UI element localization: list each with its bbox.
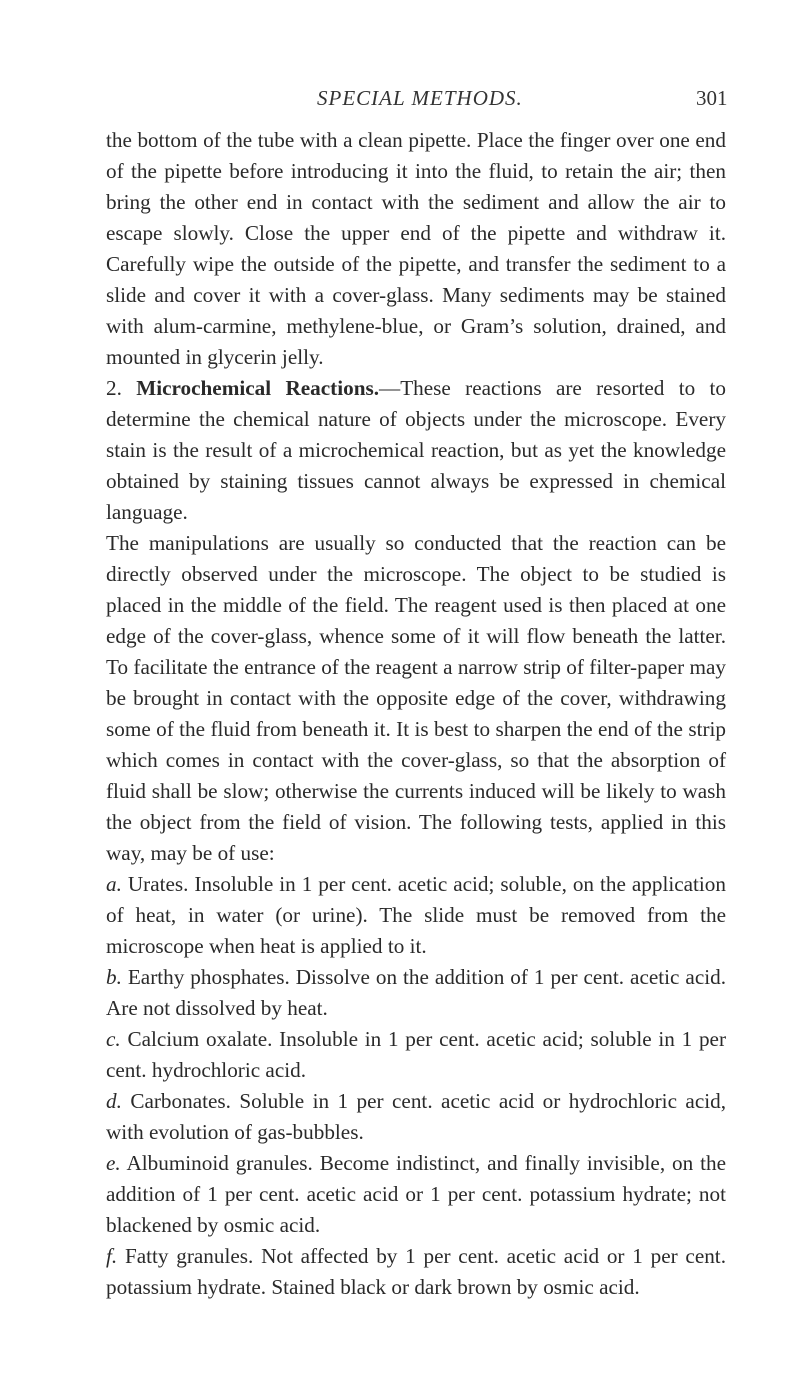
test-label: c. (106, 1027, 121, 1051)
test-item (106, 869, 726, 962)
test-item (106, 1241, 726, 1303)
test-label: e. (106, 1151, 121, 1175)
test-label: d. (106, 1089, 122, 1113)
running-title: SPECIAL METHODS. (317, 86, 523, 110)
paragraph-sediment-transfer: the bottom of the tube with a clean pipette. Place the finger over one end of the pipette before introducing it into the fluid, to retain the air; then bring the other end in contact with the sediment and allow the air to escape slowly. Close the upper end of the pipette and withdraw it. Carefully wipe the outside of the pipette, and transfer the sediment to a slide and cover it with a cover-glass. Many sediments may be stained with alum-carmine, methylene-blue, or Gram’s solution, drained, and mounted in glycerin jelly. (106, 128, 726, 369)
test-text: Carbonates. Soluble in 1 per cent. acetic acid or hydrochloric acid, with evolution of gas-bubbles. (106, 1089, 726, 1144)
test-item (106, 1086, 726, 1148)
body-text (106, 125, 726, 1303)
paragraph-microchemical-reactions (106, 373, 726, 528)
test-item (106, 1148, 726, 1241)
test-label: f. (106, 1244, 118, 1268)
running-head (0, 86, 800, 116)
test-text: Earthy phosphates. Dissolve on the addition of 1 per cent. acetic acid. Are not dissolved by heat. (106, 965, 726, 1020)
test-label: a. (106, 872, 122, 896)
section-intro-text: —These reactions are resorted to to determine the chemical nature of objects under the microscope. Every stain is the result of a microchemical reaction, but as yet the knowledge obtained by staining tissues cannot always be expressed in chemical language. (106, 376, 726, 524)
section-number: 2. (106, 376, 137, 400)
test-text: Fatty granules. Not affected by 1 per cent. acetic acid or 1 per cent. potassium hydrate. Stained black or dark brown by osmic acid. (106, 1244, 726, 1299)
section-heading: Microchemical Reactions. (136, 376, 380, 400)
paragraph-manipulations: The manipulations are usually so conducted that the reaction can be directly observed under the microscope. The object to be studied is placed in the middle of the field. The reagent used is then placed at one edge of the cover-glass, whence some of it will flow beneath the latter. To facilitate the entrance of the reagent a narrow strip of filter-paper may be brought in contact with the opposite edge of the cover, withdrawing some of the fluid from beneath it. It is best to sharpen the end of the strip which comes in contact with the cover-glass, so that the absorption of fluid shall be slow; otherwise the currents induced will be likely to wash the object from the field of vision. The following tests, applied in this way, may be of use: (106, 531, 726, 865)
test-label: b. (106, 965, 122, 989)
page-number: 301 (696, 86, 728, 110)
test-text: Albuminoid granules. Become indistinct, and finally invisible, on the addition of 1 per cent. acetic acid or 1 per cent. potassium hydrate; not blackened by osmic acid. (106, 1151, 726, 1237)
test-item (106, 1024, 726, 1086)
test-item (106, 962, 726, 1024)
test-text: Calcium oxalate. Insoluble in 1 per cent. acetic acid; soluble in 1 per cent. hydrochloric acid. (106, 1027, 726, 1082)
test-text: Urates. Insoluble in 1 per cent. acetic acid; soluble, on the application of heat, in water (or urine). The slide must be removed from the microscope when heat is applied to it. (106, 872, 726, 958)
